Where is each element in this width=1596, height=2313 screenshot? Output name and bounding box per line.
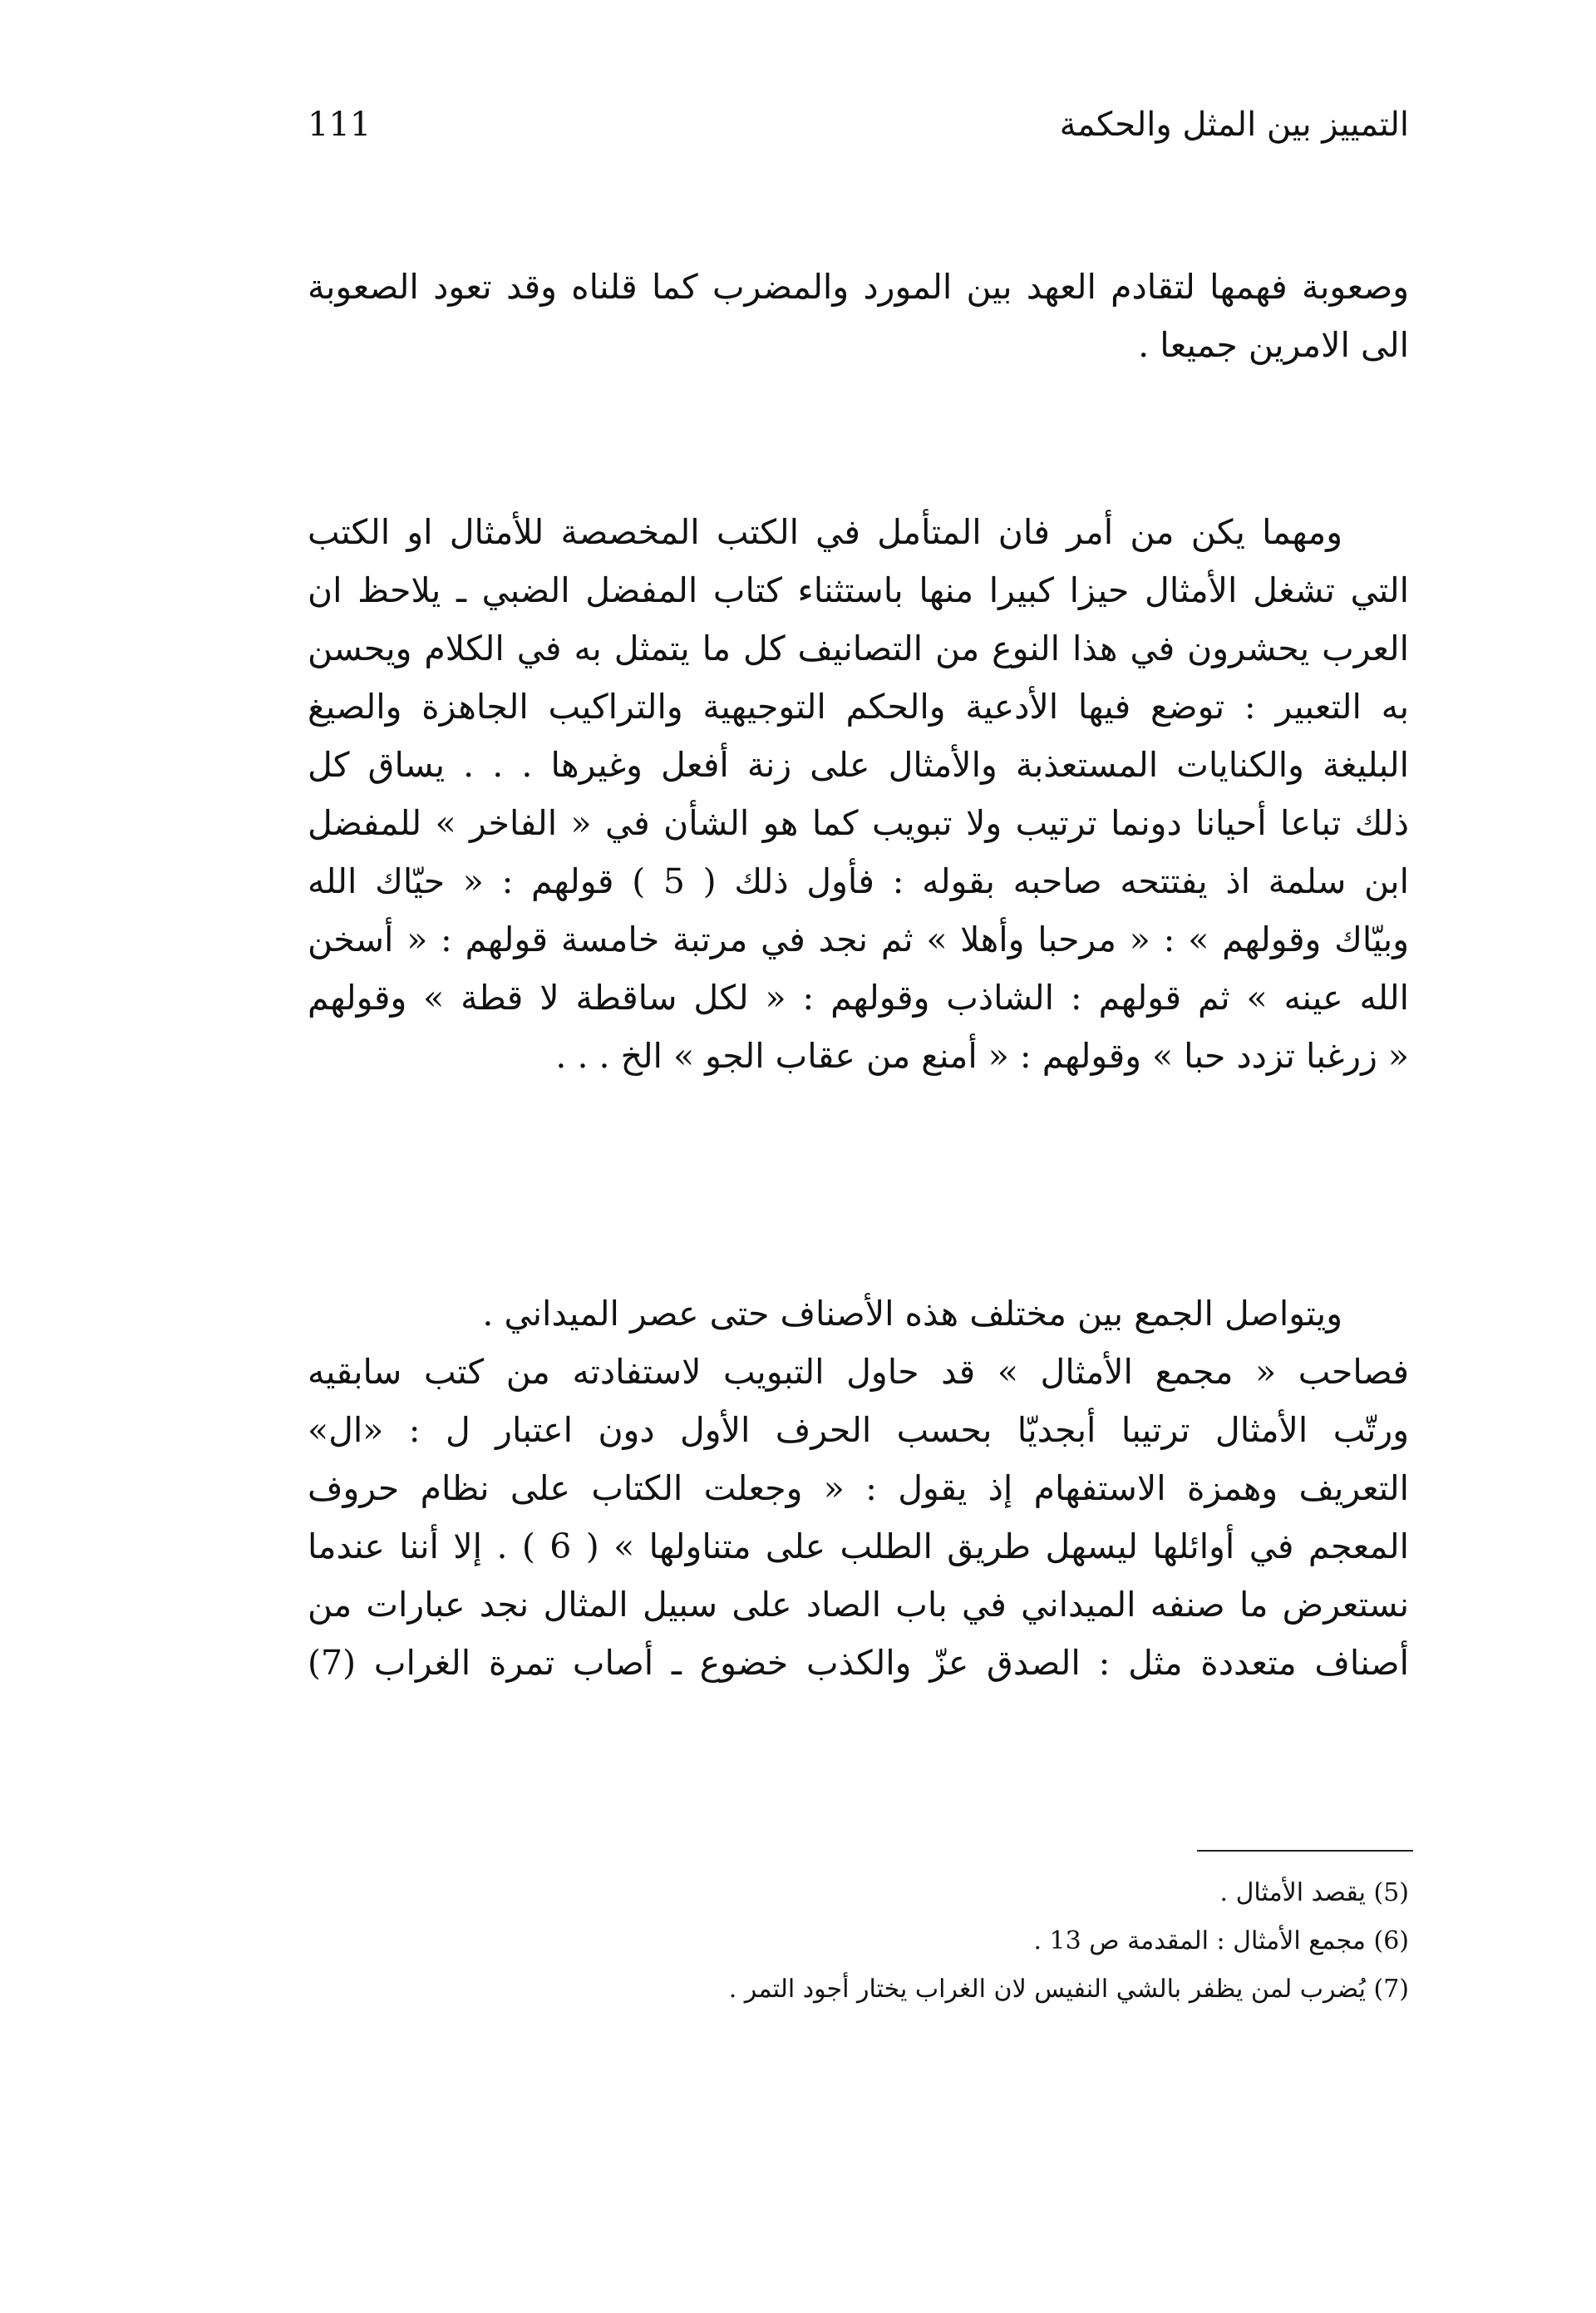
text-line: « زرغبا تزدد حبا » وقولهم : « أمنع من عقاب الجو » الخ . . . [555, 1036, 1409, 1076]
paragraph-1 [308, 258, 1409, 374]
text-line: أصناف متعددة مثل : الصدق عزّ والكذب خضوع ـ أصاب تمرة الغراب (7) [308, 1643, 1409, 1683]
text-line: ومهما يكن من أمر فان المتأمل في الكتب المخصصة للأمثال او الكتب [308, 512, 1342, 552]
footnote: (7) يُضرب لمن يظفر بالشي النفيس لان الغراب يختار أجود التمر . [728, 1975, 1409, 2004]
running-title: التمييز بين المثل والحكمة [1059, 106, 1409, 144]
text-line: البليغة والكنايات المستعذبة والأمثال على زنة أفعل وغيرها . . . يساق كل [308, 745, 1409, 785]
text-line: العرب يحشرون في هذا النوع من التصانيف كل ما يتمثل به في الكلام ويحسن [308, 629, 1409, 668]
text-line: نستعرض ما صنفه الميداني في باب الصاد على سبيل المثال نجد عبارات من [308, 1585, 1409, 1625]
footnote: (6) مجمع الأمثال : المقدمة ص 13 . [1033, 1926, 1409, 1955]
text-line: ويتواصل الجمع بين مختلف هذه الأصناف حتى عصر الميداني . [482, 1294, 1342, 1334]
text-line: ورتّب الأمثال ترتيبا أبجديّا بحسب الحرف الأول دون اعتبار ل : «ال» [308, 1410, 1409, 1450]
footnote-divider [1197, 1850, 1413, 1852]
text-line: ابن سلمة اذ يفتتحه صاحبه بقوله : فأول ذلك ( 5 ) قولهم : « حيّاك الله [308, 861, 1409, 901]
text-line: التي تشغل الأمثال حيزا كبيرا منها باستثناء كتاب المفضل الضبي ـ يلاحظ ان [308, 570, 1409, 610]
text-line: وبيّاك وقولهم » : « مرحبا وأهلا » ثم نجد في مرتبة خامسة قولهم : « أسخن [308, 920, 1409, 959]
paragraph-3 [308, 1285, 1409, 1692]
footnote: (5) يقصد الأمثال . [1219, 1878, 1409, 1907]
footnotes [308, 1869, 1409, 2014]
page-header [308, 100, 1409, 150]
text-line: الى الامرين جميعا . [1138, 325, 1409, 365]
text-line: فصاحب « مجمع الأمثال » قد حاول التبويب لاستفادته من كتب سابقيه [308, 1352, 1409, 1392]
text-line: وصعوبة فهمها لتقادم العهد بين المورد والمضرب كما قلناه وقد تعود الصعوبة [308, 267, 1409, 307]
page-number: 111 [308, 106, 372, 144]
text-line: به التعبير : توضع فيها الأدعية والحكم التوجيهية والتراكيب الجاهزة والصيغ [308, 687, 1409, 727]
text-line: التعريف وهمزة الاستفهام إذ يقول : « وجعلت الكتاب على نظام حروف [308, 1468, 1409, 1508]
paragraph-2 [308, 503, 1409, 1085]
text-line: المعجم في أوائلها ليسهل طريق الطلب على متناولها » ( 6 ) . إلا أننا عندما [308, 1526, 1409, 1566]
text-line: الله عينه » ثم قولهم : الشاذب وقولهم : « لكل ساقطة لا قطة » وقولهم [308, 978, 1409, 1018]
text-line: ذلك تباعا أحيانا دونما ترتيب ولا تبويب كما هو الشأن في « الفاخر » للمفضل [308, 803, 1409, 843]
